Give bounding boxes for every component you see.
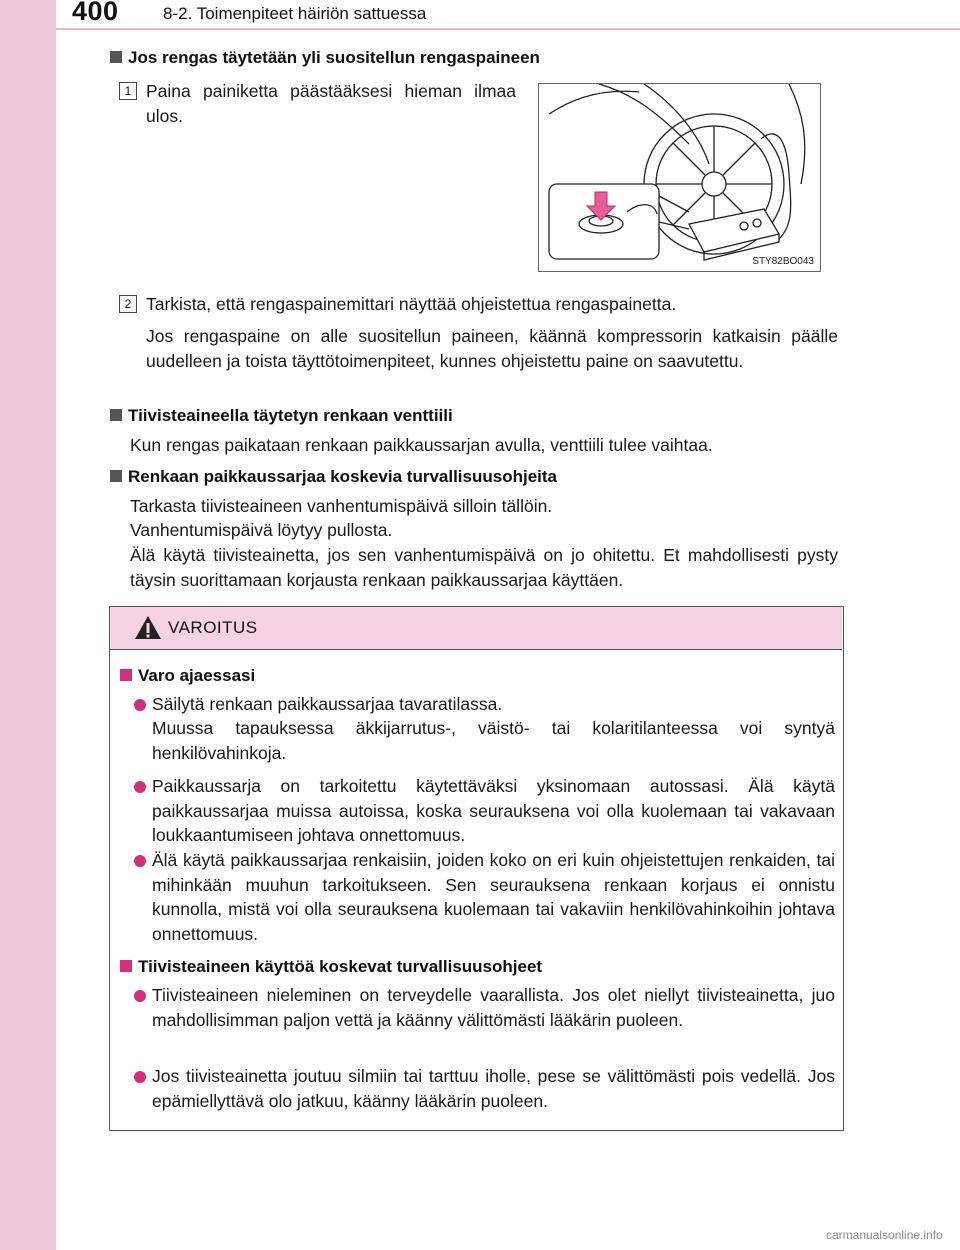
square-bullet-icon	[110, 470, 122, 482]
bullet-icon	[134, 1071, 146, 1083]
warning-item-3: Älä käytä paikkaussarjaa renkaisiin, joiden koko on eri kuin ohjeistettujen renkaiden, tai mihinkään muuhun tarkoitukseen. Sen seurauksena renkaan korjaus ei onnistu kunnolla, mistä voi olla seurauksena kuolemaan tai vakaviin henkilövahinkoihin johtava onnettomuus.	[152, 850, 835, 944]
valve-text: Kun rengas paikataan renkaan paikkaussarjan avulla, venttiili tulee vaihtaa.	[130, 435, 713, 455]
section-heading-safety: Renkaan paikkaussarjaa koskevia turvallisuusohjeita	[110, 467, 557, 487]
page-number: 400	[72, 0, 119, 26]
warning-triangle-icon	[134, 615, 162, 640]
warning-item-1: Säilytä renkaan paikkaussarjaa tavaratilassa.	[152, 694, 503, 714]
section-heading-valve: Tiivisteaineella täytetyn renkaan venttiili	[110, 406, 453, 426]
step-number-1: 1	[119, 82, 137, 100]
compressor-illustration	[538, 83, 821, 272]
bullet-icon	[134, 855, 146, 867]
warning-box	[109, 606, 844, 1131]
watermark: carmanualsonline.info	[826, 1228, 943, 1242]
figure-code: STY82BO043	[752, 256, 814, 267]
step2-text: Tarkista, että rengaspainemittari näyttää ohjeistettua rengaspainetta.	[146, 294, 677, 314]
square-bullet-icon	[110, 409, 122, 421]
step2-note: Jos rengaspaine on alle suositellun paineen, käännä kompressorin katkaisin päälle uudelleen ja toista täyttötoimenpiteet, kunnes ohjeistettu paine on saavutettu.	[146, 326, 838, 371]
safety-line-1: Tarkasta tiivisteaineen vanhentumispäivä silloin tällöin.	[130, 496, 553, 516]
warning-item-4: Tiivisteaineen nieleminen on terveydelle vaarallista. Jos olet niellyt tiivisteainetta, juo mahdollisimman paljon vettä ja käänny välittömästi lääkärin puoleen.	[152, 985, 835, 1030]
warning-header	[110, 607, 842, 650]
side-tab-strip	[0, 0, 56, 1250]
bullet-icon	[134, 990, 146, 1002]
tire-compressor-drawing	[539, 84, 820, 271]
section-heading-overpressure: Jos rengas täytetään yli suositellun rengaspaineen	[110, 48, 540, 68]
square-bullet-icon	[110, 51, 122, 63]
warning-heading-sealant: Tiivisteaineen käyttöä koskevat turvallisuusohjeet	[120, 957, 542, 977]
chapter-title: 8-2. Toimenpiteet häiriön sattuessa	[163, 4, 427, 23]
warning-heading-driving: Varo ajaessasi	[120, 666, 255, 686]
safety-line-3: Älä käytä tiivisteainetta, jos sen vanhentumispäivä on jo ohitettu. Et mahdollisesti pysty täysin suorittamaan korjausta renkaan paikkaussarjaa käyttäen.	[130, 545, 838, 590]
step-number-2: 2	[119, 295, 137, 313]
bullet-icon	[134, 699, 146, 711]
warning-item-1-detail: Muussa tapauksessa äkkijarrutus-, väistö- tai kolaritilanteessa voi syntyä henkilövahinkoja.	[152, 718, 835, 763]
warning-title: VAROITUS	[168, 618, 258, 637]
square-bullet-icon	[120, 669, 132, 681]
header-divider	[56, 28, 960, 30]
step1-text: Paina painiketta päästääksesi hieman ilmaa ulos.	[146, 81, 516, 126]
square-bullet-icon	[120, 960, 132, 972]
safety-line-2: Vanhentumispäivä löytyy pullosta.	[130, 520, 393, 540]
bullet-icon	[134, 781, 146, 793]
warning-item-5: Jos tiivisteainetta joutuu silmiin tai tarttuu iholle, pese se välittömästi pois vedellä. Jos epämiellyttävä olo jatkuu, käänny lääkärin puoleen.	[152, 1066, 835, 1111]
warning-item-2: Paikkaussarja on tarkoitettu käytettäväksi yksinomaan autossasi. Älä käytä paikkaussarjaa muissa autoissa, koska seurauksena voi olla kuolemaan tai vakavaan loukkaantumiseen johtava onnettomuus.	[152, 776, 835, 845]
